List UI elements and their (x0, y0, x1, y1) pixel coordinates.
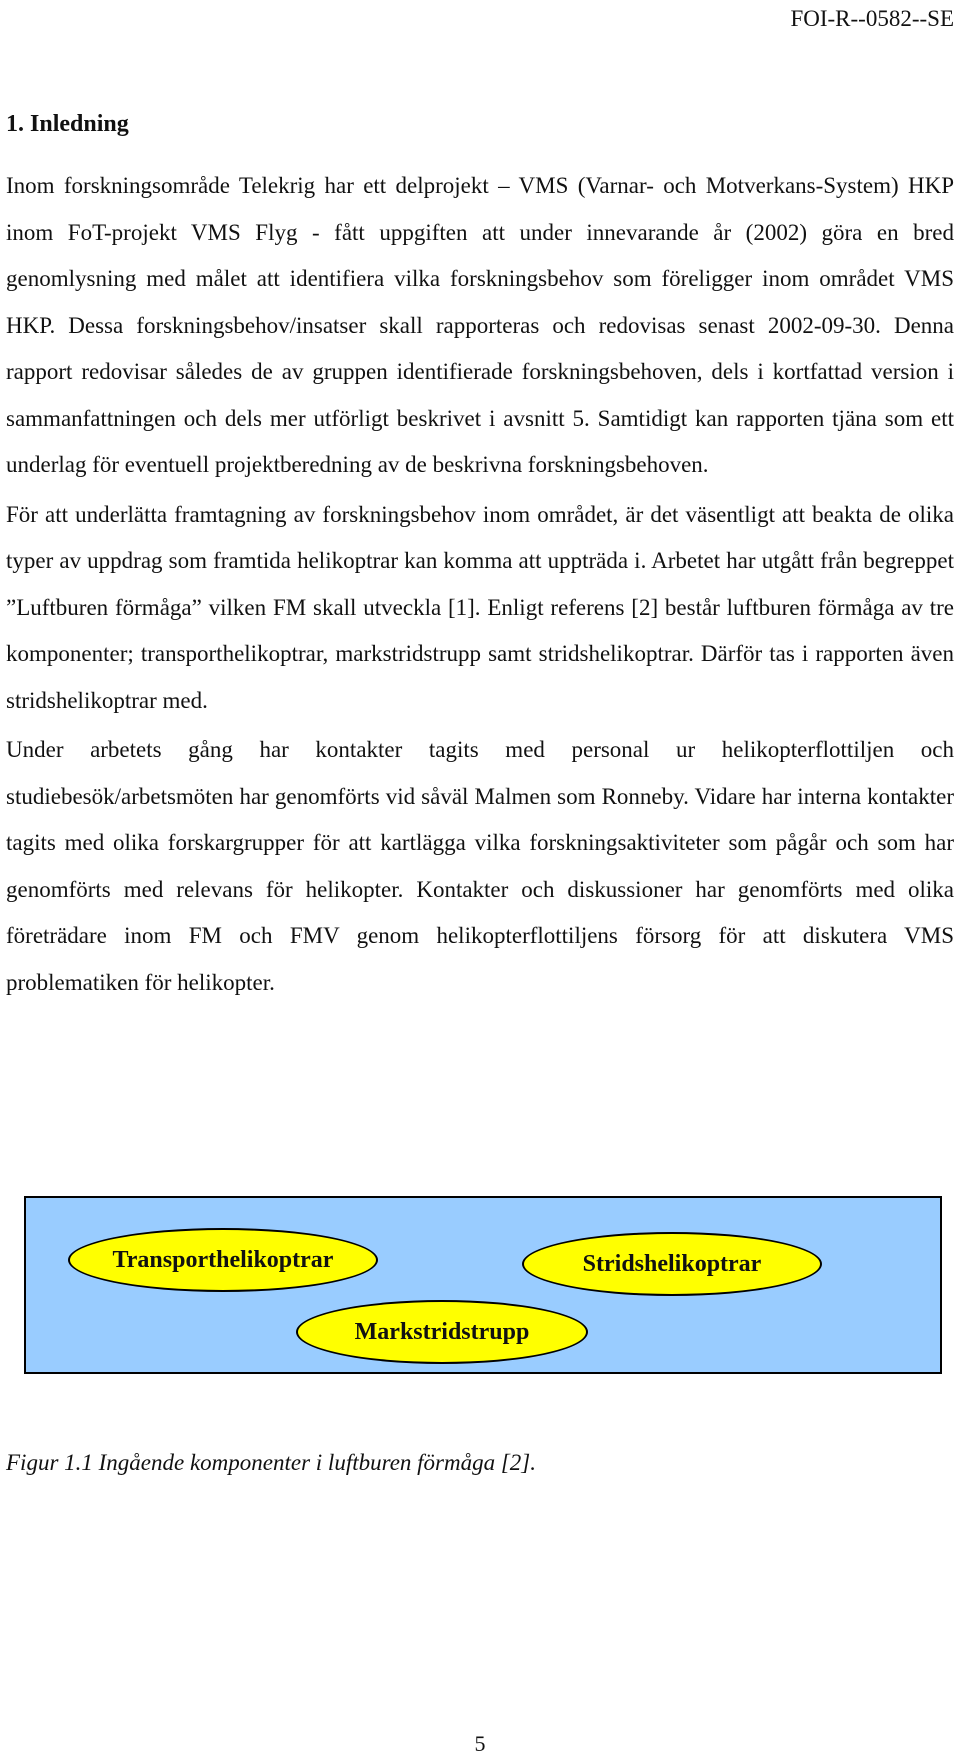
paragraph-contacts: Under arbetets gång har kontakter tagits med personal ur helikopterflottiljen och studiebesök/arbetsmöten har genomförts vid såväl Malmen som Ronneby. Vidare har interna kontakter tagits med olika forskargrupper för att kartlägga vilka forskningsaktiviteter som pågår och som har genomförts med relevans för helikopter. Kontakter och diskussioner har genomförts med olika företrädare inom FM och FMV genom helikopterflottiljens försorg för att diskutera VMS problematiken för helikopter. (6, 737, 954, 995)
figure-diagram (24, 1196, 942, 1374)
ellipse-markstridstrupp: Markstridstrupp (296, 1300, 588, 1364)
ellipse-transporthelikoptrar: Transporthelikoptrar (68, 1228, 378, 1292)
paragraph-missions: För att underlätta framtagning av forskningsbehov inom området, är det väsentligt att beakta de olika typer av uppdrag som framtida helikoptrar kan komma att uppträda i. Arbetet har utgått från begreppet ”Luftburen förmåga” vilken FM skall utveckla [1]. Enligt referens [2] består luftburen förmåga av tre komponenter; transporthelikoptrar, markstridstrupp samt stridshelikoptrar. Därför tas i rapporten även stridshelikoptrar med. (6, 501, 954, 713)
section-heading: 1. Inledning (6, 111, 129, 137)
page-number: 5 (474, 1731, 486, 1756)
body-text (6, 163, 954, 1006)
document-id: FOI-R--0582--SE (790, 6, 954, 31)
paragraph-intro: Inom forskningsområde Telekrig har ett delprojekt – VMS (Varnar- och Motverkans-System) HKP inom FoT-projekt VMS Flyg - fått uppgiften att under innevarande år (2002) göra en bred genomlysning med målet att identifiera vilka forskningsbehov som föreligger inom området VMS HKP. Dessa forskningsbehov/insatser skall rapporteras och redovisas senast 2002-09-30. Denna rapport redovisar således de av gruppen identifierade forskningsbehoven, dels i kortfattad version i sammanfattningen och dels mer utförligt beskrivet i avsnitt 5. Samtidigt kan rapporten tjäna som ett underlag för eventuell projektberedning av de beskrivna forskningsbehoven. (6, 173, 954, 477)
ellipse-stridshelikoptrar: Stridshelikoptrar (522, 1232, 822, 1296)
figure-caption: Figur 1.1 Ingående komponenter i luftburen förmåga [2]. (6, 1450, 537, 1475)
